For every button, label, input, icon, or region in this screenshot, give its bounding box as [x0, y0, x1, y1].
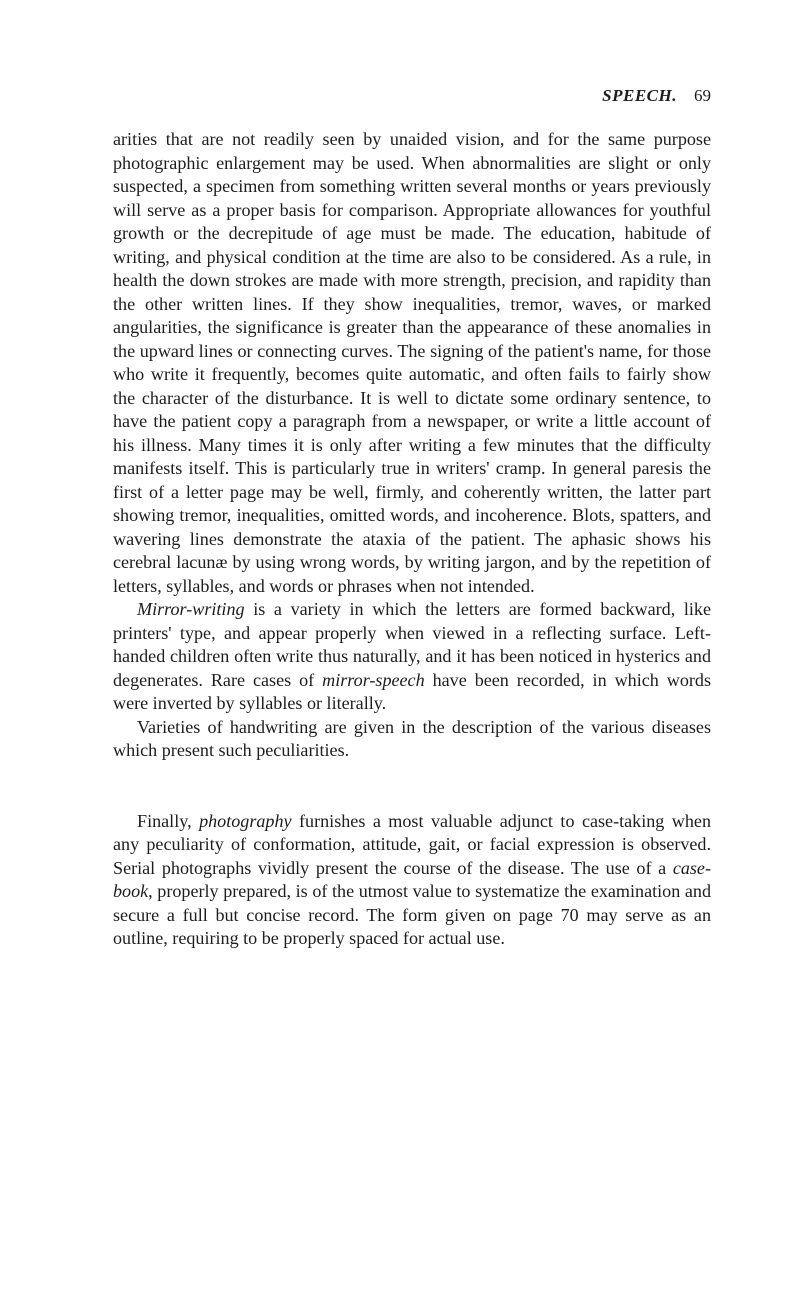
page-number: 69 [694, 86, 711, 105]
paragraph-text: , properly prepared, is of the utmost value to systematize the examination and secure a full but concise record. The form given on page 70 may serve as an outline, requiring to be properly spaced for actual use. [113, 881, 711, 948]
paragraph-text: is a variety in which the letters are formed backward, like printers' type, and appear properly when viewed in a reflecting surface. Left-handed children often write thus naturally, and it has been noticed in hysterics and degenerates. Rare cases of [113, 599, 711, 690]
paragraph-handwriting-varieties [113, 716, 711, 763]
paragraph-text: Varieties of handwriting are given in the description of the various diseases which present such peculiarities. [113, 716, 711, 760]
paragraph-photography [113, 810, 711, 951]
term-mirror-speech: mirror-speech [322, 669, 425, 690]
running-title: SPEECH. [602, 86, 677, 105]
term-mirror-writing: Mirror-writing [137, 599, 245, 619]
paragraph-text: furnishes a most valuable adjunct to case-taking when any peculiarity of conformation, attitude, gait, or facial expression is observed. Serial photographs vividly present the course of the disease. The use of a [113, 810, 711, 878]
paragraph-text: Finally, [137, 810, 200, 831]
paragraph-handwriting-examination [113, 128, 711, 598]
paragraph-text: have been recorded, in which words were inverted by syllables or literally. [113, 669, 711, 713]
paragraph-text: arities that are not readily seen by unaided vision, and for the same purpose photographic enlargement may be used. When abnormalities are slight or only suspected, a specimen from something written several months or years previously will serve as a proper basis for comparison. Appropriate allowances for youthful growth or the decrepitude of age must be made. The education, habitude of writing, and physical condition at the time are also to be considered. As a rule, in health the down strokes are made with more strength, precision, and rapidity than the other written lines. If they show inequalities, tremor, waves, or marked angularities, the significance is greater than the appearance of these anomalies in the upward lines or connecting curves. The signing of the patient's name, for those who write it frequently, becomes quite automatic, and often fails to fairly show the character of the disturbance. It is well to dictate some ordinary sentence, to have the patient copy a paragraph from a newspaper, or write a little account of his illness. Many times it is only after writing a few minutes that the difficulty manifests itself. This is particularly true in writers' cramp. In general paresis the first of a letter page may be well, firmly, and coherently written, the latter part showing tremor, inequalities, omitted words, and incoherence. Blots, spatters, and wavering lines demonstrate the ataxia of the patient. The aphasic shows his cerebral lacunæ by using wrong words, by writing jargon, and by the repetition of letters, syllables, and words or phrases when not intended. [113, 129, 711, 596]
running-head [0, 86, 801, 110]
paragraph-mirror-writing [113, 598, 711, 716]
body-text [113, 128, 711, 951]
term-photography: photography [199, 810, 292, 831]
term-case-book: case-book [113, 857, 711, 901]
